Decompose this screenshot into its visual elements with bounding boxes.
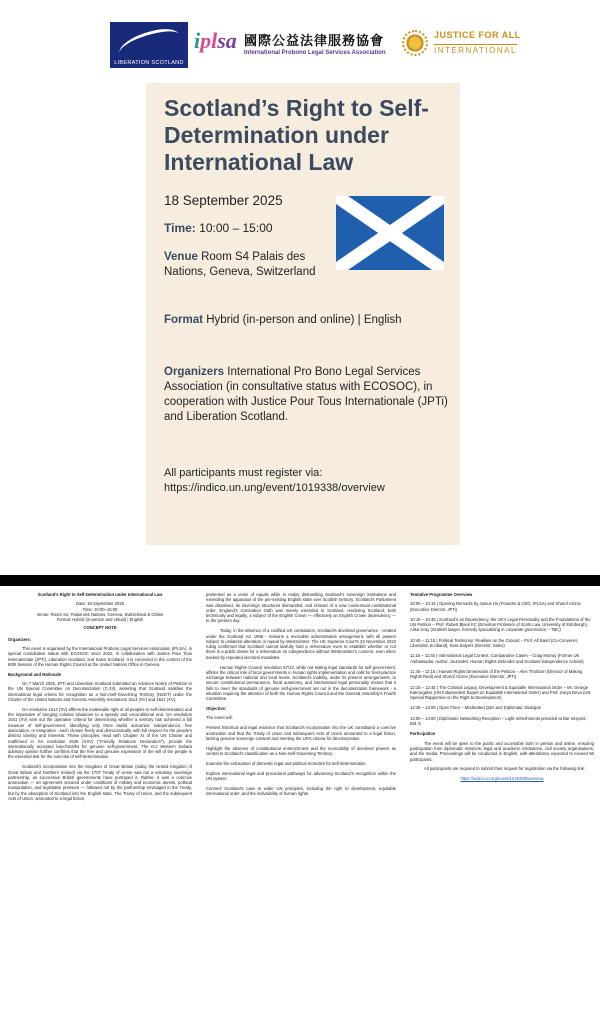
background-paragraph-5: Today, in the absence of a codified UK constitution, Scotland’s devolved governance - created under the Scotland Act 1998 - remains a revocable administrative arrangement, with all powers subject to unilateral alteration or repeal by Westminster. The UK Supreme Court’s 23 November 2022 ruling confirmed that Scotland cannot lawfully hold a referendum even to establish whether or not there is a public desire for a referendum on independence without Westminster’s consent, even when backed by repeated electoral mandates. — [206, 628, 396, 660]
sun-emblem-icon — [402, 30, 428, 56]
programme-item: 11:15 – 11:45 | International Legal Context, Comparative Cases – Craig Murray (Former UK Ambassador, Author, Journalist, Human Rights Defender and Scotland independence Activist) — [410, 653, 584, 664]
note-title: Scotland’s Right to Self-Determination under International Law — [37, 592, 163, 597]
organizers-heading: Organizers: — [8, 636, 32, 642]
note-venue: Venue: Room S4, Palais des Nations, Geneva, Switzerland & Online — [36, 611, 164, 617]
jfa-line2: INTERNATIONAL — [434, 46, 517, 55]
note-column-3 — [410, 592, 594, 781]
format-label: Format — [164, 314, 203, 326]
programme-item: 10:45 – 11:15 | Political Testimony: Realities on the Ground – Prof. Alf Baird (Co-Convener, Liberation Scotland), Sara Salyers (Director, Salvo) — [410, 637, 579, 649]
venue-value: Room S4 Palais des Nations, Geneva, Switzerland — [164, 251, 316, 278]
logo-strip — [90, 22, 521, 72]
poster-registration: All participants must register via: https://indico.un.ung/event/1019338/overview — [164, 467, 385, 494]
scotland-flag-icon — [336, 196, 444, 270]
note-column-2 — [206, 592, 396, 801]
poster-title: Scotland’s Right to Self-Determination under International Law — [164, 95, 429, 175]
time-label: Time: — [164, 221, 196, 235]
note-time: Time: 10:00–15:00 — [82, 606, 118, 612]
iplsa-logo — [194, 24, 394, 68]
objective-item: Present historical and legal evidence that Scotland’s incorporation into the UK constituted a coercive annexation and that the Treaty of Union and subsequent Acts of Union amounted to a legal fiction, lacking genuine sovereign consent and meeting the UN’s criteria for decolonization. — [206, 725, 396, 741]
event-poster — [146, 83, 460, 545]
jfa-line1: JUSTICE FOR ALL — [434, 30, 521, 40]
participation-paragraph-1: The event will be open to the public and accessible both in person and online, ensuring participation from diplomatic missions, legal and academic institutions, civil society organisations, and the media. Proceedings will be conducted in English, with attendance expected to exceed 50 participants. — [410, 740, 594, 762]
swoosh-icon — [116, 25, 182, 63]
organizers-value: International Pro Bono Legal Services Association (in consultative status with ECOSOC), in cooperation with Justice Pour Tous Internationale (JPTi) and Liberation Scotland. — [164, 366, 448, 423]
poster-organizers — [164, 365, 454, 425]
objective-item: Connect Scotland’s case to wider UN principles, including the right to development, equitable international order, and the indivisibility of human rights. — [206, 785, 396, 796]
programme-item: 13:00 – 14:00 | Diplomatic Networking Reception – Light refreshments provided at Bar Serpent, Bld. E — [410, 715, 587, 727]
poster-time — [164, 221, 273, 235]
objective-heading: Objective: — [206, 706, 227, 712]
concept-note-document — [0, 586, 600, 1024]
liberation-scotland-logo-text: LIBERATION SCOTLAND — [114, 60, 184, 66]
background-paragraph-6: Human Rights Council resolution 57/12, while not setting legal standards for self-government, affirms the critical role of local governments in human rights implementation and calls for best-practice exchange between national and local levels. Scotland’s inability, under its present arrangements, to secure constitutional permanence, fiscal autonomy, and international legal personality means that it fails to meet the standards of genuine self-government set out in the decolonization framework - a situation requiring the attention of both the Human Rights Council and the General Assembly’s Fourth Committee. — [206, 664, 396, 702]
poster-date: 18 September 2025 — [164, 193, 283, 208]
poster-venue — [164, 250, 324, 280]
iplsa-chinese-name: 國際公益法律服務協會 — [244, 34, 385, 49]
note-format: Format: Hybrid (in-person and virtual) | English — [56, 617, 144, 623]
registration-link[interactable]: https://indico.un.org/event/1019338/overview — [460, 776, 544, 782]
poster-format — [164, 313, 414, 328]
concept-note-heading: CONCEPT NOTE — [83, 625, 117, 631]
justice-for-all-logo — [402, 26, 521, 66]
background-heading: Background and Rationale — [8, 671, 62, 677]
background-paragraph-4: presented as a union of equals while in reality dismantling Scotland’s sovereign institutions and extending the apparatus of the pre-existing English state over Scottish territory. Scotland’s Parliament was dissolved, its sovereign structures dismantled, and instead of a new consensual constitutional order, England’s Coronation Oath was merely extended to Scotland, rendering Scotland, both technically and legally, a subject of the English Crown — effectively an English Crown dependency — to the present day. — [206, 592, 396, 624]
iplsa-english-name: International Probono Legal Services Association — [244, 50, 386, 56]
format-value: Hybrid (in-person and online) | English — [206, 314, 402, 326]
note-column-1 — [8, 592, 192, 806]
programme-heading: Tentative Programme Overview — [410, 592, 473, 597]
time-value: 10:00 – 15:00 — [199, 221, 273, 235]
note-date: Date: 18 September 2025 — [76, 601, 124, 607]
objective-intro: The event will: — [206, 715, 233, 721]
background-paragraph-3: Scotland’s incorporation into the Kingdom of Great Britain (today the United Kingdom of Great Britain and Northern Ireland) via the 1707 Treaty of Union was not a voluntary sovereign partnership, as successive British governments have portrayed it. Rather, it was a coercive annexation — an agreement secured under conditions of military and economic duress, political manipulation, and legislative pressure — followed not by the partnership envisaged in the Treaty, but by the absorption of Scotland into the English state. The Treaty of Union, and the subsequent Acts of Union, amounted to a legal fiction, — [8, 764, 192, 801]
organizers-paragraph: This event is organised by the International Probono Legal Services Association (IPLSA), in special consultative status with ECOSOC since 2022, in collaboration with Justice Pour Tous Internationale (JPTi), Liberation Scotland, and Salvo Scotland. It is convened in the context of the 60th Session of the Human Rights Council at the United Nations Office in Geneva. — [8, 646, 192, 667]
iplsa-mark: iplsa — [194, 28, 237, 53]
programme-item: 12:45 – 13:00 | Open Floor – Moderated Q&A and Diplomatic Dialogue — [410, 705, 541, 711]
objective-item: Explore international legal and procedural pathways for advancing Scotland’s recognition within the UN system. — [206, 770, 396, 781]
participation-paragraph-2: All participants are required to submit their request for registration via the following link: — [424, 766, 586, 772]
background-paragraph-1: On 7 March 2025, JPTi and Liberation Scotland submitted an Advance Notice of Petition to the UN Special Committee on Decolonization (C-24), asserting that Scotland satisfies the international legal criteria for recognition as a Non-Self-Governing Territory (NSGT) under the Charter of the United Nations and General Assembly resolutions 1514 (XV) and 1541 (XV). — [8, 681, 192, 702]
programme-item: 10:15 – 10:45 | Scotland’s as Dependency, the UK’s Legal Personality and the Foundations of the UN Petition – Prof. Robert Black KC (Emeritus Professor of Scots Law, University of Edinburgh), Ailsa Gray (Scottish lawyer, formerly specializing in corporate governance – TBC) — [410, 616, 591, 633]
liberation-scotland-logo — [110, 22, 188, 68]
objective-item: Highlight the absence of constitutional entrenchment and the revocability of devolved powers as central to Scotland’s classification as a Non-Self-Governing Territory. — [206, 745, 396, 756]
programme-item: 12:15 – 12:45 | The Colonial Legacy, Development & Equitable International Order – Mr. George Katrougalos (UN Independent Expert on Equitable International Order) and Prof. Surya Deva (UN Special Rapporteur on the Right to Development) — [410, 684, 591, 701]
programme-item: 10:00 – 10:15 | Opening Remarks by Junius Ho (Founder & CEO, IPLSA) and Sharof Azizov (Executive Director, JPTi) — [410, 601, 582, 612]
participation-heading: Participation — [410, 731, 436, 737]
organizers-label: Organizers — [164, 366, 225, 378]
programme-item: 11:45 – 12:15 | Human Rights Dimensions of the Petition – Alex Thorburn (Director of Making Rights Real) and Sharof Azizov (Executive Director, JPTi) — [410, 668, 583, 680]
background-paragraph-2: GA resolution 1514 (XV) affirms the inalienable right of all peoples to self-determination and the imperative of bringing colonial situations to a speedy and unconditional end. GA resolution 1541 (XV) sets out the operative criteria for determining whether a territory has achieved a full measure of self-government, identifying only three lawful outcomes: independence, free association, or integration - each chosen freely and democratically, with full respect for the people’s distinct identity and interests. These principles, read with Chapter XI of the UN Charter and reaffirmed in GA resolution 2625 (XXV) (“Friendly Relations Declaration”), provide the internationally accepted benchmarks for genuine self-government. The ICJ Western Sahara advisory opinion further confirms that the free and genuine expression of the will of the people is the essential test for the exercise of self-determination. — [8, 706, 192, 760]
objective-item: Examine the exhaustion of domestic legal and political remedies for self-determination. — [206, 760, 367, 766]
venue-label: Venue — [164, 251, 198, 263]
